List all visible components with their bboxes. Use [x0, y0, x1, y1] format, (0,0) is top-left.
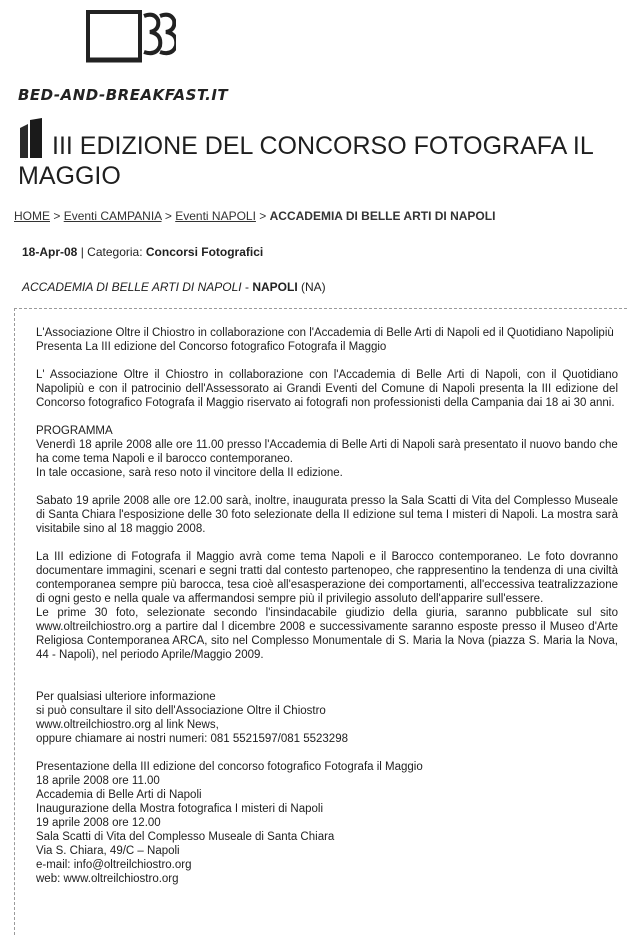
breadcrumb-separator: > [259, 209, 267, 223]
web-link[interactable]: web: www.oltreilchiostro.org [36, 873, 179, 885]
breadcrumb-eventi-campania-link[interactable]: Eventi CAMPANIA [63, 209, 162, 223]
event-date: 18-Apr-08 [22, 245, 78, 259]
site-logo[interactable] [18, 6, 248, 106]
page-title [18, 118, 618, 191]
breadcrumb-eventi-napoli-link[interactable]: Eventi NAPOLI [175, 209, 256, 223]
summary-line: Accademia di Belle Arti di Napoli [36, 789, 202, 801]
program-heading: PROGRAMMA [36, 425, 113, 437]
article-body [36, 326, 618, 900]
breadcrumb-current: ACCADEMIA DI BELLE ARTI DI NAPOLI [269, 209, 496, 223]
summary-line: Inaugurazione della Mostra fotografica I misteri di Napoli [36, 803, 324, 815]
program-text-2: In tale occasione, sarà reso noto il vincitore della II edizione. [36, 467, 343, 479]
summary-line: Presentazione della III edizione del concorso fotografico Fotografa il Maggio [36, 761, 423, 773]
venue-separator: - [244, 280, 249, 294]
breadcrumb-home-link[interactable]: HOME [14, 209, 50, 223]
info-line: si può consultare il sito dell'Associazione Oltre il Chiostro [36, 705, 326, 717]
theme-paragraph: La III edizione di Fotografa il Maggio avrà come tema Napoli e il Barocco contemporaneo. Le foto dovranno documentare immagini, scenari e segni tratti dal contesto partenopeo, che rappresentino la tendenza di una civiltà contemporanea sempre più barocca, tesa cioè all'esasperazione dei comportamenti, all'eccessiva teatralizzazione di ogni gesto e nella quale va affermandosi sempre più il privilegio assoluto dell'apparire sull'essere. [36, 551, 618, 605]
page-title-text: III EDIZIONE DEL CONCORSO FOTOGRAFA IL MAGGIO [18, 132, 593, 190]
intro-line-2: Presenta La III edizione del Concorso fotografico Fotografa il Maggio [36, 341, 387, 353]
exhibition-paragraph: Sabato 19 aprile 2008 alle ore 12.00 sarà, inoltre, inaugurata presso la Sala Scatti di Vita del Complesso Museale di Santa Chiara l'esposizione delle 30 foto selezionate della II edizione sul tema I misteri di Napoli. La mostra sarà visitabile sino al 18 maggio 2008. [36, 495, 618, 535]
program-paragraph [36, 424, 618, 480]
intro-line: L'Associazione Oltre il Chiostro in collaborazione con l'Accademia di Belle Arti di Napoli ed il Quotidiano Napolipiù [36, 327, 614, 339]
info-paragraph [36, 690, 618, 746]
logo-text: BED-AND-BREAKFAST.IT [18, 86, 229, 104]
category-label: Categoria: [87, 245, 143, 259]
summary-line: Sala Scatti di Vita del Complesso Museale di Santa Chiara [36, 831, 335, 843]
breadcrumb-separator: > [164, 209, 172, 223]
event-meta [22, 245, 263, 259]
venue-name: ACCADEMIA DI BELLE ARTI DI NAPOLI [22, 280, 242, 294]
venue-city: NAPOLI [252, 280, 298, 294]
info-line: Per qualsiasi ulteriore informazione [36, 691, 216, 703]
summary-line: Via S. Chiara, 49/C – Napoli [36, 845, 180, 857]
bed-logo-icon [80, 8, 176, 68]
program-text: Venerdì 18 aprile 2008 alle ore 11.00 presso l'Accademia di Belle Arti di Napoli sarà presentato il nuovo bando che ha come tema Napoli e il barocco contemporaneo. [36, 439, 618, 465]
venue-province: (NA) [301, 280, 326, 294]
intro-paragraph [36, 326, 618, 354]
selection-paragraph: Le prime 30 foto, selezionate secondo l'insindacabile giudizio della giuria, saranno pubblicate sul sito www.oltreilchiostro.org a partire dal l dicembre 2008 e successivamente saranno esposte presso il Museo d'Arte Religiosa Contemporanea ARCA, sito nel Complesso Monumentale di S. Maria la Nova (piazza S. Maria la Nova, 44 - Napoli), nel periodo Aprile/Maggio 2009. [36, 607, 618, 661]
breadcrumb [14, 209, 495, 223]
description-paragraph: L' Associazione Oltre il Chiostro in collaborazione con l'Accademia di Belle Arti di Napoli, con il Quotidiano Napolipiù e con il patrocinio dell'Assessorato ai Grandi Eventi del Comune di Napoli presenta la III edizione del Concorso fotografico Fotografa il Maggio riservato ai fotografi non professionisti della Campania dai 18 ai 30 anni. [36, 369, 618, 409]
info-phone: oppure chiamare ai nostri numeri: 081 5521597/081 5523298 [36, 733, 348, 745]
summary-line: 18 aprile 2008 ore 11.00 [36, 775, 160, 787]
title-block [18, 118, 618, 191]
info-link[interactable]: www.oltreilchiostro.org al link News, [36, 719, 219, 731]
category-value: Concorsi Fotografici [145, 245, 264, 259]
decorative-bar-icon [18, 118, 44, 160]
email-link[interactable]: e-mail: info@oltreilchiostro.org [36, 859, 192, 871]
event-venue [22, 280, 326, 294]
meta-separator: | [80, 245, 84, 259]
summary-paragraph [36, 760, 618, 886]
breadcrumb-separator: > [53, 209, 61, 223]
summary-line: 19 aprile 2008 ore 12.00 [36, 817, 161, 829]
